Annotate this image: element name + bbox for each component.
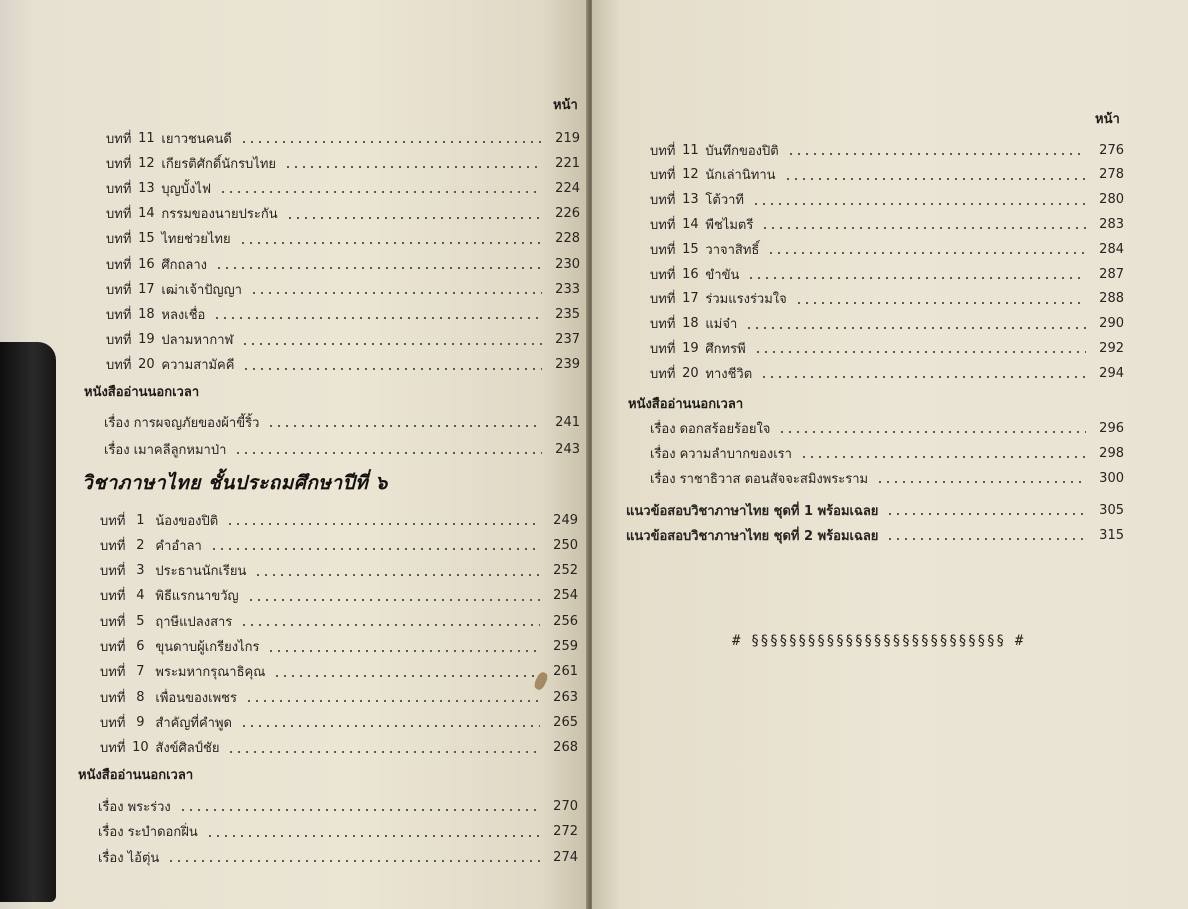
entry-keyword: บทที่: [650, 317, 676, 333]
entry-page-number: 219: [555, 130, 580, 146]
entry-page-number: 284: [1099, 241, 1124, 257]
dot-leader: [286, 217, 542, 219]
entry-keyword: บทที่: [106, 131, 132, 147]
toc-lesson-row: [100, 661, 578, 683]
dot-leader: [167, 860, 540, 862]
dot-leader: [245, 700, 540, 702]
entry-page-number: 263: [553, 689, 578, 705]
toc-story-row: [104, 438, 580, 460]
entry-number: 20: [682, 365, 699, 381]
entry-number: 12: [682, 167, 699, 183]
entry-number: 15: [682, 241, 699, 257]
right-toc: [592, 0, 1188, 909]
toc-lesson-row: [650, 139, 1124, 161]
entry-keyword: บทที่: [650, 242, 676, 258]
entry-title: คำอำลา: [155, 538, 202, 554]
entry-page-number: 287: [1099, 266, 1124, 282]
toc-lesson-row: [650, 189, 1124, 211]
dot-leader: [210, 548, 540, 550]
entry-title: แม่จ๋า: [705, 317, 738, 333]
entry-number: 14: [138, 206, 155, 222]
toc-lesson-row: [100, 711, 578, 733]
entry-page-number: 241: [555, 414, 580, 430]
right-page-column-header: หน้า: [1095, 112, 1120, 127]
dot-leader: [886, 513, 1086, 515]
entry-title: ขุนดาบผู้เกรียงไกร: [155, 640, 260, 655]
entry-title: สำคัญที่คำพูด: [155, 715, 232, 731]
entry-title: บุญบั้งไฟ: [161, 181, 212, 197]
entry-keyword: เรื่อง: [650, 446, 676, 462]
entry-keyword: บทที่: [100, 589, 126, 605]
grade-6-heading: วิชาภาษาไทย ชั้นประถมศึกษาปีที่ ๖: [82, 472, 388, 494]
left-page: [0, 0, 588, 909]
entry-keyword: บทที่: [100, 741, 126, 757]
entry-number: 19: [682, 340, 699, 356]
entry-page-number: 265: [553, 714, 578, 730]
entry-keyword: บทที่: [106, 156, 132, 172]
entry-number: 2: [136, 537, 145, 553]
entry-title: ดอกสร้อยร้อยใจ: [679, 421, 771, 437]
toc-lesson-row: [650, 238, 1124, 260]
entry-number: 19: [138, 332, 155, 348]
entry-title: โต้วาที: [705, 193, 744, 209]
toc-lesson-row: [650, 337, 1124, 359]
dot-leader: [242, 368, 542, 370]
entry-title: นักเล่านิทาน: [705, 168, 776, 184]
entry-keyword: เรื่อง: [98, 850, 124, 866]
entry-keyword: บทที่: [106, 282, 132, 298]
entry-number: 17: [138, 281, 155, 297]
entry-title: ราชาธิวาส ตอนสัจจะสมิงพระราม: [679, 471, 869, 487]
entry-keyword: บทที่: [100, 564, 126, 580]
entry-keyword: เรื่อง: [650, 471, 676, 487]
dot-leader: [213, 317, 542, 319]
toc-lesson-row: [106, 278, 580, 300]
entry-title: ฤาษีแปลงสาร: [155, 614, 233, 630]
entry-keyword: บทที่: [106, 307, 132, 323]
entry-title: ศึกทรพี: [705, 341, 746, 357]
entry-page-number: 298: [1099, 445, 1124, 461]
entry-page-number: 280: [1099, 192, 1124, 208]
entry-title: สังข์ศิลป์ชัย: [155, 741, 220, 757]
dot-leader: [234, 452, 542, 454]
entry-keyword: บทที่: [106, 181, 132, 197]
dot-leader: [747, 277, 1086, 279]
entry-page-number: 254: [553, 588, 578, 604]
right-section-outside-reading: หนังสืออ่านนอกเวลา: [628, 397, 744, 412]
entry-keyword: บทที่: [650, 217, 676, 233]
dot-leader: [226, 523, 540, 525]
entry-page-number: 270: [553, 798, 578, 814]
entry-title: ความสามัคคี: [161, 358, 235, 374]
entry-keyword: บทที่: [650, 341, 676, 357]
entry-keyword: บทที่: [650, 168, 676, 184]
right-page: [592, 0, 1188, 909]
entry-number: 14: [682, 216, 699, 232]
entry-page-number: 268: [553, 740, 578, 756]
entry-title: พืชไมตรี: [705, 217, 754, 233]
bookmark-ribbon: [0, 342, 56, 902]
entry-title: ขำขัน: [705, 267, 740, 283]
dot-leader: [761, 227, 1086, 229]
entry-keyword: บทที่: [100, 640, 126, 655]
dot-leader: [787, 153, 1086, 155]
entry-page-number: 274: [553, 849, 578, 865]
toc-lesson-row: [106, 329, 580, 351]
entry-number: 18: [682, 316, 699, 332]
entry-number: 13: [138, 180, 155, 196]
entry-title: พระมหากรุณาธิคุณ: [155, 665, 266, 681]
dot-leader: [179, 809, 540, 811]
entry-title: วาจาสิทธิ์: [705, 242, 760, 258]
entry-keyword: บทที่: [100, 513, 126, 529]
entry-page-number: 235: [555, 306, 580, 322]
entry-title: ระบำดอกฝิ่น: [127, 825, 198, 840]
toc-story-row: [650, 442, 1124, 464]
dot-leader: [795, 302, 1086, 304]
left-page-column-header: หน้า: [553, 98, 578, 113]
entry-page-number: 290: [1099, 316, 1124, 332]
entry-number: 10: [132, 740, 149, 756]
entry-title: ไทยช่วยไทย: [161, 232, 231, 248]
entry-number: 6: [136, 639, 145, 654]
entry-number: 13: [682, 192, 699, 208]
entry-number: 3: [136, 563, 145, 579]
entry-number: 18: [138, 306, 155, 322]
entry-page-number: 278: [1099, 167, 1124, 183]
entry-keyword: เรื่อง: [650, 421, 676, 437]
entry-page-number: 250: [553, 537, 578, 553]
entry-number: 5: [136, 613, 145, 629]
dot-leader: [206, 835, 540, 837]
toc-exam-row: [626, 499, 1124, 521]
toc-exam-row: [626, 524, 1124, 546]
entry-keyword: เรื่อง: [104, 442, 130, 458]
entry-page-number: 272: [553, 824, 578, 839]
entry-keyword: เรื่อง: [98, 825, 124, 840]
toc-lesson-row: [106, 177, 580, 199]
entry-keyword: บทที่: [100, 538, 126, 554]
entry-page-number: 226: [555, 206, 580, 222]
toc-lesson-row: [106, 228, 580, 250]
entry-keyword: บทที่: [650, 193, 676, 209]
entry-keyword: บทที่: [650, 366, 676, 382]
dot-leader: [215, 267, 542, 269]
toc-lesson-row: [100, 560, 578, 582]
entry-title: ประธานนักเรียน: [155, 564, 247, 580]
entry-page-number: 233: [555, 281, 580, 297]
dot-leader: [752, 203, 1086, 205]
entry-title: การผจญภัยของผ้าขี้ริ้ว: [133, 415, 260, 431]
toc-story-row: [650, 417, 1124, 439]
entry-title: พิธีแรกนาขวัญ: [155, 589, 239, 605]
entry-keyword: บทที่: [106, 207, 132, 223]
entry-page-number: 239: [555, 357, 580, 373]
dot-leader: [219, 191, 542, 193]
entry-keyword: บทที่: [100, 614, 126, 630]
left-toc: [0, 0, 588, 909]
entry-number: 12: [138, 155, 155, 171]
entry-page-number: 221: [555, 155, 580, 171]
toc-lesson-row: [100, 686, 578, 708]
entry-page-number: 300: [1099, 470, 1124, 486]
entry-number: 4: [136, 588, 145, 604]
dot-leader: [754, 351, 1086, 353]
toc-lesson-row: [100, 585, 578, 607]
entry-title: กรรมของนายประกัน: [161, 207, 278, 223]
entry-page-number: 294: [1099, 365, 1124, 381]
entry-title: แนวข้อสอบวิชาภาษาไทย ชุดที่ 1 พร้อมเฉลย: [626, 503, 879, 519]
entry-title: เยาวชนคนดี: [161, 131, 232, 147]
toc-lesson-row: [650, 362, 1124, 384]
entry-title: เพื่อนของเพชร: [155, 690, 237, 706]
entry-keyword: บทที่: [106, 232, 132, 248]
entry-keyword: บทที่: [106, 257, 132, 273]
dot-leader: [886, 538, 1086, 540]
entry-number: 7: [136, 664, 145, 680]
entry-title: บันทึกของปิติ: [705, 143, 779, 159]
dot-leader: [778, 431, 1086, 433]
left-section-outside-reading-a: หนังสืออ่านนอกเวลา: [84, 385, 200, 400]
entry-keyword: บทที่: [650, 143, 676, 159]
toc-lesson-row: [100, 509, 578, 531]
entry-page-number: 230: [555, 256, 580, 272]
dot-leader: [247, 599, 540, 601]
toc-story-row: [104, 411, 580, 433]
entry-title: ศึกถลาง: [161, 257, 207, 273]
toc-lesson-row: [106, 203, 580, 225]
toc-story-row: [98, 846, 578, 868]
entry-title: แนวข้อสอบวิชาภาษาไทย ชุดที่ 2 พร้อมเฉลย: [626, 528, 879, 544]
dot-leader: [241, 343, 542, 345]
entry-number: 1: [136, 512, 145, 528]
entry-number: 11: [682, 142, 699, 158]
toc-lesson-row: [106, 152, 580, 174]
toc-lesson-row: [106, 354, 580, 376]
entry-title: ร่วมแรงร่วมใจ: [705, 292, 787, 308]
dot-leader: [240, 725, 540, 727]
entry-keyword: บทที่: [106, 358, 132, 374]
entry-title: เกียรติศักดิ์นักรบไทย: [161, 156, 277, 172]
entry-page-number: 256: [553, 613, 578, 629]
dot-leader: [745, 327, 1086, 329]
entry-page-number: 228: [555, 231, 580, 247]
dot-leader: [800, 456, 1086, 458]
toc-lesson-row: [106, 253, 580, 275]
entry-title: เฒ่าเจ้าปัญญา: [161, 282, 242, 298]
entry-page-number: 315: [1099, 527, 1124, 543]
end-ornament: # §§§§§§§§§§§§§§§§§§§§§§§§§§§ #: [732, 633, 1025, 649]
entry-number: 15: [138, 231, 155, 247]
entry-keyword: บทที่: [650, 292, 676, 308]
entry-number: 8: [136, 689, 145, 705]
entry-keyword: บทที่: [100, 690, 126, 706]
entry-number: 9: [136, 714, 145, 730]
entry-title: ทางชีวิต: [705, 366, 753, 382]
entry-title: ความลำบากของเรา: [679, 446, 792, 462]
toc-lesson-row: [100, 534, 578, 556]
entry-page-number: 283: [1099, 216, 1124, 232]
entry-page-number: 261: [553, 664, 578, 680]
toc-lesson-row: [650, 263, 1124, 285]
dot-leader: [273, 675, 540, 677]
toc-lesson-row: [106, 303, 580, 325]
dot-leader: [267, 425, 542, 427]
entry-keyword: บทที่: [100, 665, 126, 681]
dot-leader: [254, 574, 540, 576]
entry-page-number: 224: [555, 180, 580, 196]
dot-leader: [767, 252, 1086, 254]
entry-keyword: เรื่อง: [104, 415, 130, 431]
entry-title: ปลามหากาฬ: [161, 333, 234, 349]
toc-story-row: [98, 821, 578, 843]
dot-leader: [784, 178, 1086, 180]
entry-title: น้องของปิติ: [155, 513, 219, 529]
entry-number: 11: [138, 130, 155, 146]
entry-page-number: 249: [553, 512, 578, 528]
entry-keyword: เรื่อง: [98, 799, 124, 815]
entry-page-number: 296: [1099, 420, 1124, 436]
dot-leader: [227, 751, 540, 753]
dot-leader: [240, 624, 540, 626]
dot-leader: [250, 292, 542, 294]
toc-lesson-row: [106, 127, 580, 149]
toc-lesson-row: [650, 213, 1124, 235]
entry-title: ไอ้ตุ่น: [127, 850, 160, 866]
left-section-outside-reading-b: หนังสืออ่านนอกเวลา: [78, 768, 194, 783]
toc-lesson-row: [650, 288, 1124, 310]
entry-page-number: 305: [1099, 502, 1124, 518]
entry-page-number: 288: [1099, 291, 1124, 307]
entry-title: หลงเชื่อ: [161, 307, 206, 323]
dot-leader: [760, 376, 1086, 378]
toc-story-row: [650, 467, 1124, 489]
entry-page-number: 252: [553, 563, 578, 579]
entry-page-number: 276: [1099, 142, 1124, 158]
dot-leader: [876, 481, 1086, 483]
entry-page-number: 259: [553, 639, 578, 654]
entry-title: พระร่วง: [127, 799, 171, 815]
entry-number: 16: [138, 256, 155, 272]
toc-story-row: [98, 795, 578, 817]
entry-number: 17: [682, 291, 699, 307]
entry-page-number: 292: [1099, 340, 1124, 356]
dot-leader: [267, 650, 540, 652]
entry-page-number: 237: [555, 332, 580, 348]
toc-lesson-row: [100, 737, 578, 759]
dot-leader: [239, 242, 542, 244]
toc-lesson-row: [100, 636, 578, 658]
entry-keyword: บทที่: [100, 715, 126, 731]
entry-page-number: 243: [555, 441, 580, 457]
toc-lesson-row: [650, 313, 1124, 335]
toc-lesson-row: [100, 610, 578, 632]
entry-number: 16: [682, 266, 699, 282]
entry-title: เมาคลีลูกหมาป่า: [133, 442, 227, 458]
dot-leader: [240, 141, 542, 143]
toc-lesson-row: [650, 164, 1124, 186]
dot-leader: [284, 166, 542, 168]
entry-number: 20: [138, 357, 155, 373]
entry-keyword: บทที่: [650, 267, 676, 283]
entry-keyword: บทที่: [106, 333, 132, 349]
